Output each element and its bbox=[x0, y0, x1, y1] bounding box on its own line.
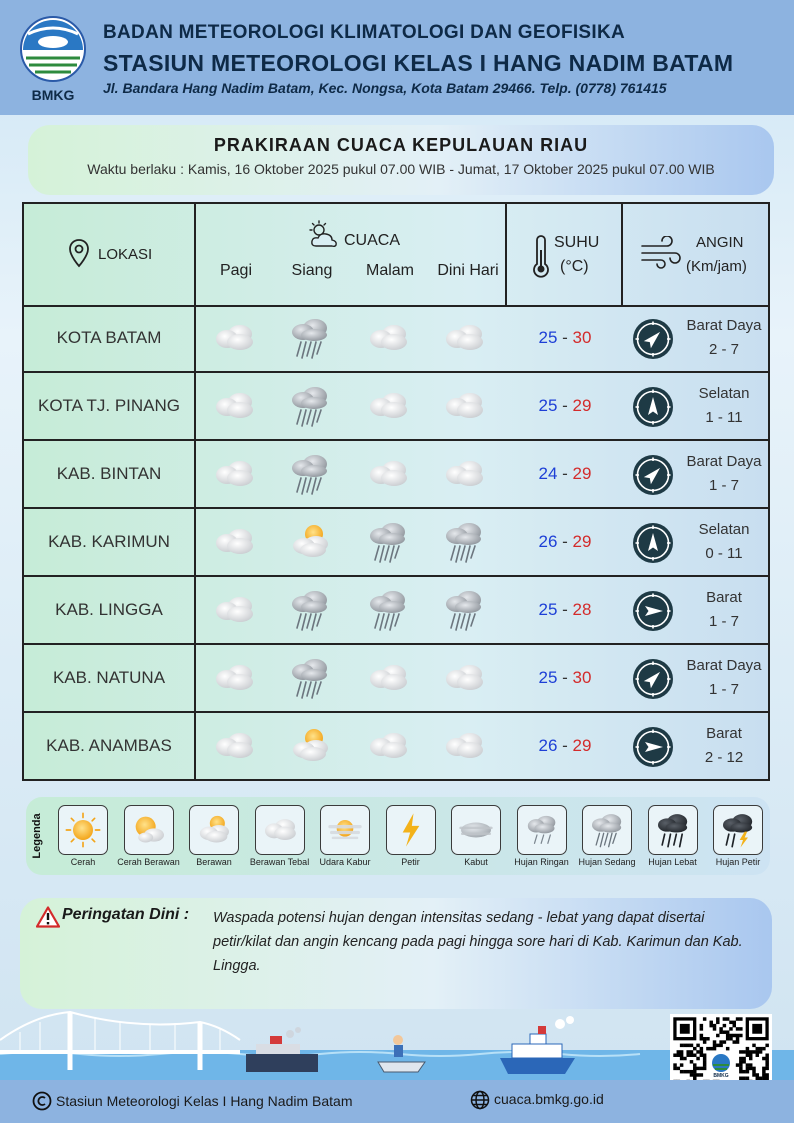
berawan-tebal-icon bbox=[440, 382, 488, 430]
legend-item-label: Hujan Sedang bbox=[578, 857, 636, 867]
early-warning-box bbox=[20, 898, 772, 1009]
header-temp-unit: (°C) bbox=[560, 258, 589, 275]
temp-min: 26 bbox=[538, 736, 558, 755]
page-title: PRAKIRAAN CUACA KEPULAUAN RIAU bbox=[213, 135, 589, 155]
temp-min: 25 bbox=[538, 328, 558, 347]
temp-min: 24 bbox=[538, 464, 558, 483]
warning-title: Peringatan Dini : bbox=[62, 906, 190, 923]
station-address: Jl. Bandara Hang Nadim Batam, Kec. Nongsa, Kota Batam 29466. Telp. (0778) 761415 bbox=[103, 80, 667, 96]
row-temperature: 26 - 29 bbox=[538, 532, 592, 551]
berawan-tebal-icon bbox=[210, 722, 258, 770]
hujan-sedang-icon bbox=[364, 518, 412, 566]
berawan-tebal-icon bbox=[440, 654, 488, 702]
hujan-lebat-icon bbox=[653, 810, 693, 850]
compass-arrow-northeast-icon bbox=[632, 318, 674, 360]
legend-icon-box bbox=[451, 805, 501, 855]
header-period-malam: Malam bbox=[365, 262, 414, 279]
table-header bbox=[24, 204, 768, 307]
legend-icon-box bbox=[320, 805, 370, 855]
row-temperature: 25 - 28 bbox=[538, 600, 592, 619]
legend-icon-box bbox=[255, 805, 305, 855]
header-temp: SUHU bbox=[554, 234, 600, 251]
hujan-ringan-icon bbox=[522, 810, 562, 850]
wind-direction: Barat bbox=[706, 589, 742, 606]
legend-item bbox=[312, 805, 378, 873]
footer-bar bbox=[0, 1080, 794, 1123]
legend-icon-box bbox=[517, 805, 567, 855]
svg-text:Legenda: Legenda bbox=[30, 813, 43, 859]
table-row bbox=[24, 509, 768, 577]
legend-icon-box bbox=[124, 805, 174, 855]
table-row bbox=[24, 373, 768, 441]
berawan-tebal-icon bbox=[210, 518, 258, 566]
ferry-illustration bbox=[500, 1016, 575, 1074]
temp-max: 30 bbox=[572, 328, 592, 347]
header-bar bbox=[0, 0, 794, 115]
berawan-tebal-icon bbox=[210, 314, 258, 362]
wind-speed: 1 - 7 bbox=[708, 681, 739, 698]
row-temperature: 26 - 29 bbox=[538, 736, 592, 755]
berawan-tebal-icon bbox=[364, 654, 412, 702]
legend-item-label: Udara Kabur bbox=[319, 857, 371, 867]
legend-item bbox=[50, 805, 116, 873]
temp-max: 29 bbox=[572, 396, 592, 415]
hujan-petir-icon bbox=[718, 810, 758, 850]
legend-item-label: Kabut bbox=[464, 857, 488, 867]
compass-arrow-north-icon bbox=[632, 386, 674, 428]
hujan-sedang-icon bbox=[286, 450, 334, 498]
legend-item bbox=[116, 805, 182, 873]
legend-item bbox=[640, 805, 706, 873]
table-row bbox=[24, 305, 768, 373]
legend-item-label: Hujan Lebat bbox=[648, 857, 697, 867]
table-row bbox=[24, 713, 768, 781]
table-row bbox=[24, 645, 768, 713]
partly-cloudy-icon bbox=[307, 220, 339, 250]
compass-arrow-east-icon bbox=[632, 590, 674, 632]
berawan-tebal-icon bbox=[210, 450, 258, 498]
header-period-pagi: Pagi bbox=[219, 262, 253, 279]
legend-item-label: Cerah Berawan bbox=[117, 857, 180, 867]
row-temperature: 25 - 30 bbox=[538, 668, 592, 687]
temp-max: 30 bbox=[572, 668, 592, 687]
agency-name: BADAN METEOROLOGI KLIMATOLOGI DAN GEOFISIKA bbox=[103, 22, 626, 43]
header-location: LOKASI bbox=[98, 246, 153, 263]
row-location: KAB. KARIMUN bbox=[48, 532, 170, 551]
forecast-table bbox=[22, 202, 770, 781]
wind-direction: Barat bbox=[706, 725, 742, 742]
legend-item bbox=[181, 805, 247, 873]
validity-period: Waktu berlaku : Kamis, 16 Oktober 2025 pukul 07.00 WIB - Jumat, 17 Oktober 2025 pukul 07.00 WIB bbox=[87, 161, 715, 177]
hujan-sedang-icon bbox=[286, 586, 334, 634]
legend-item-label: Hujan Petir bbox=[715, 857, 761, 867]
temp-min: 26 bbox=[538, 532, 558, 551]
wind-direction: Selatan bbox=[698, 385, 750, 402]
compass-arrow-east-icon bbox=[632, 726, 674, 768]
legend-item bbox=[705, 805, 771, 873]
legend-item bbox=[247, 805, 313, 873]
wind-speed: 1 - 11 bbox=[705, 409, 743, 426]
berawan-tebal-icon bbox=[260, 810, 300, 850]
temp-max: 29 bbox=[572, 736, 592, 755]
berawan-icon bbox=[286, 518, 334, 566]
globe-icon bbox=[470, 1090, 490, 1110]
bmkg-logo bbox=[18, 14, 88, 104]
hujan-sedang-icon bbox=[364, 586, 412, 634]
table-row bbox=[24, 441, 768, 509]
hujan-sedang-icon bbox=[286, 654, 334, 702]
hujan-sedang-icon bbox=[286, 314, 334, 362]
legend-item-label: Berawan bbox=[196, 857, 232, 867]
legend-item bbox=[509, 805, 575, 873]
temp-max: 29 bbox=[572, 532, 592, 551]
berawan-tebal-icon bbox=[364, 314, 412, 362]
station-name: STASIUN METEOROLOGI KELAS I HANG NADIM BATAM bbox=[103, 50, 734, 76]
header-wind-unit: (Km/jam) bbox=[686, 258, 747, 275]
table-body bbox=[24, 305, 768, 779]
legend-icon-box bbox=[189, 805, 239, 855]
hujan-sedang-icon bbox=[440, 518, 488, 566]
row-location: KOTA BATAM bbox=[56, 328, 162, 347]
legend-item-label: Berawan Tebal bbox=[249, 857, 310, 867]
row-temperature: 25 - 29 bbox=[538, 396, 592, 415]
cerah-icon bbox=[63, 810, 103, 850]
temp-min: 25 bbox=[538, 396, 558, 415]
temp-min: 25 bbox=[538, 600, 558, 619]
row-temperature: 25 - 30 bbox=[538, 328, 592, 347]
berawan-tebal-icon bbox=[210, 382, 258, 430]
wind-speed: 0 - 11 bbox=[705, 545, 743, 562]
legend-item-label: Hujan Ringan bbox=[514, 857, 569, 867]
bmkg-logo-text: BMKG bbox=[31, 87, 75, 103]
berawan-tebal-icon bbox=[364, 450, 412, 498]
cerah-berawan-icon bbox=[129, 810, 169, 850]
row-location: KAB. ANAMBAS bbox=[46, 736, 172, 755]
table-row bbox=[24, 577, 768, 645]
wind-icon bbox=[639, 236, 683, 270]
berawan-icon bbox=[194, 810, 234, 850]
row-temperature: 24 - 29 bbox=[538, 464, 592, 483]
berawan-tebal-icon bbox=[364, 382, 412, 430]
legend-icon-box bbox=[386, 805, 436, 855]
legend-item bbox=[378, 805, 444, 873]
legend-icon-box bbox=[582, 805, 632, 855]
berawan-tebal-icon bbox=[210, 654, 258, 702]
legend-icon-box bbox=[713, 805, 763, 855]
berawan-tebal-icon bbox=[440, 450, 488, 498]
hujan-sedang-icon bbox=[286, 382, 334, 430]
ship-illustration bbox=[246, 1027, 318, 1072]
temp-max: 28 bbox=[572, 600, 592, 619]
warning-icon bbox=[36, 906, 60, 928]
footer-website-link[interactable]: cuaca.bmkg.go.id bbox=[494, 1091, 604, 1107]
qr-logo-text: BMKG bbox=[713, 1073, 729, 1079]
berawan-icon bbox=[286, 722, 334, 770]
wind-speed: 1 - 7 bbox=[708, 477, 739, 494]
hujan-sedang-icon bbox=[440, 586, 488, 634]
berawan-tebal-icon bbox=[440, 722, 488, 770]
wind-direction: Barat Daya bbox=[686, 317, 762, 334]
compass-arrow-north-icon bbox=[632, 522, 674, 564]
legend-item-label: Petir bbox=[401, 857, 420, 867]
legend-item bbox=[574, 805, 640, 873]
wind-direction: Selatan bbox=[698, 521, 750, 538]
header-weather: CUACA bbox=[344, 232, 401, 249]
berawan-tebal-icon bbox=[210, 586, 258, 634]
wind-speed: 2 - 12 bbox=[704, 749, 744, 766]
title-banner bbox=[28, 125, 774, 195]
compass-arrow-northeast-icon bbox=[632, 658, 674, 700]
wind-direction: Barat Daya bbox=[686, 453, 762, 470]
berawan-tebal-icon bbox=[440, 314, 488, 362]
legend-icon-box bbox=[58, 805, 108, 855]
header-period-siang: Siang bbox=[291, 262, 333, 279]
warning-text: Waspada potensi hujan dengan intensitas sedang - lebat yang dapat disertai petir/kilat dan angin kencang pada pagi hingga sore hari di Kab. Karimun dan Kab. Lingga. bbox=[213, 910, 743, 974]
berawan-tebal-icon bbox=[364, 722, 412, 770]
header-period-dini-hari: Dini Hari bbox=[437, 262, 499, 279]
legend-item-label: Cerah bbox=[70, 857, 96, 867]
wind-speed: 1 - 7 bbox=[708, 613, 739, 630]
row-location: KAB. NATUNA bbox=[52, 668, 166, 687]
udara-kabur-icon bbox=[325, 810, 365, 850]
temp-max: 29 bbox=[572, 464, 592, 483]
legend-icon-box bbox=[648, 805, 698, 855]
location-pin-icon bbox=[68, 238, 90, 268]
row-location: KAB. BINTAN bbox=[56, 464, 162, 483]
legend bbox=[26, 797, 770, 875]
row-location: KOTA TJ. PINANG bbox=[37, 396, 180, 415]
wind-direction: Barat Daya bbox=[686, 657, 762, 674]
row-location: KAB. LINGGA bbox=[55, 600, 163, 619]
header-wind: ANGIN bbox=[696, 234, 744, 251]
hujan-sedang-icon bbox=[587, 810, 627, 850]
temp-min: 25 bbox=[538, 668, 558, 687]
copyright-icon bbox=[32, 1091, 52, 1111]
footer-copyright: Stasiun Meteorologi Kelas I Hang Nadim Batam bbox=[56, 1093, 353, 1109]
compass-arrow-northeast-icon bbox=[632, 454, 674, 496]
thermometer-icon bbox=[530, 234, 552, 280]
legend-item bbox=[443, 805, 509, 873]
petir-icon bbox=[391, 810, 431, 850]
wind-speed: 2 - 7 bbox=[708, 341, 739, 358]
kabut-icon bbox=[456, 810, 496, 850]
